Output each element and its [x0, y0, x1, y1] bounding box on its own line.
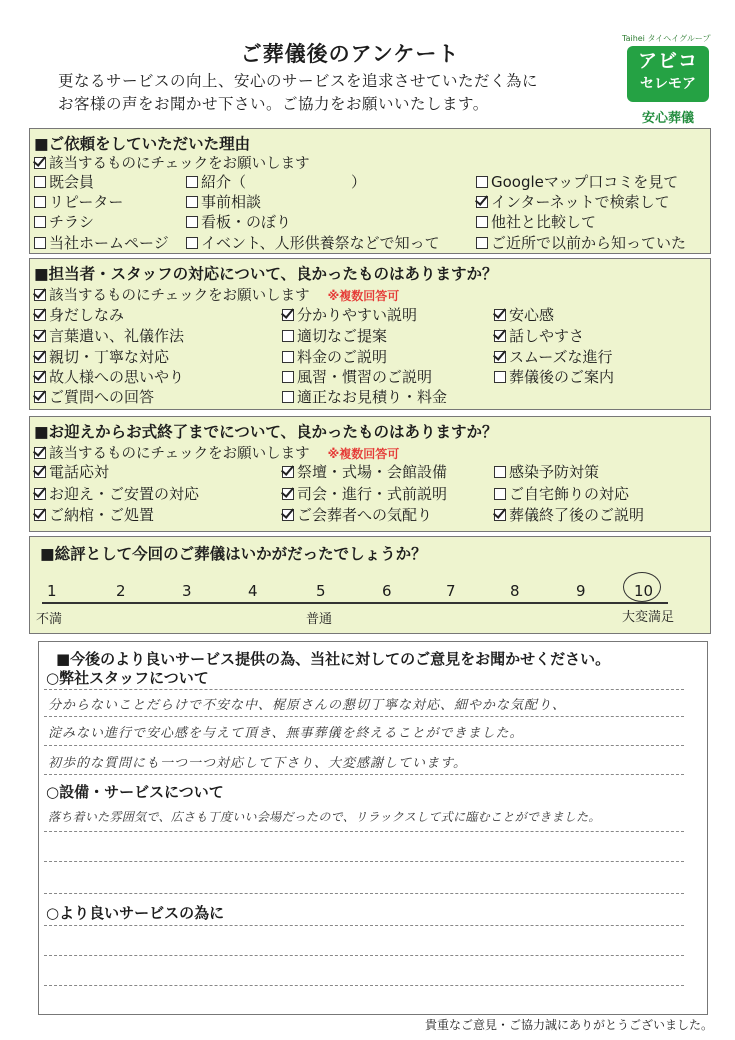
checkbox-label: 司会・進行・式前説明	[297, 485, 448, 503]
footer-thanks: 貴重なご意見・ご協力誠にありがとうございました。	[424, 1018, 713, 1032]
checkbox-label: リピーター	[49, 193, 124, 211]
checkbox[interactable]	[186, 196, 198, 208]
checkbox[interactable]	[494, 466, 506, 478]
checkbox-label: 話しやすさ	[509, 327, 585, 345]
checkbox-label: 故人様への思いやり	[49, 368, 185, 386]
facility-feedback-line-1: 落ち着いた雰囲気で、広さも丁度いい会場だったので、リラックスして式に臨むことができました。	[48, 810, 601, 824]
checkbox-label: お迎え・ご安置の対応	[49, 485, 200, 503]
checkbox[interactable]	[34, 391, 46, 403]
checkbox-label: 葬儀終了後のご説明	[509, 506, 645, 524]
checkbox-item[interactable]	[34, 191, 123, 212]
checkbox[interactable]	[282, 391, 294, 403]
rating-option[interactable]: 4	[248, 582, 258, 600]
checkbox-label: 紹介（ ）	[201, 173, 367, 191]
checkbox-label: 感染予防対策	[509, 463, 600, 481]
checkbox-item[interactable]	[282, 346, 387, 367]
scale-label-high: 大変満足	[622, 610, 675, 625]
checkbox[interactable]	[282, 509, 294, 521]
check-icon	[34, 157, 46, 169]
checkbox-label: ご自宅飾りの対応	[509, 485, 630, 503]
checkbox-item[interactable]	[494, 366, 614, 387]
answer-line	[44, 861, 684, 862]
logo	[627, 46, 709, 102]
checkbox-item[interactable]	[186, 191, 261, 212]
checkbox-label: 身だしなみ	[49, 306, 125, 324]
ceremony-heading: ■お迎えからお式終了までについて、良かったものはありますか？	[34, 423, 498, 441]
checkbox[interactable]	[494, 330, 506, 342]
checkbox-item[interactable]	[34, 504, 154, 525]
checkbox-item[interactable]	[34, 483, 199, 504]
answer-line	[44, 985, 684, 986]
checkbox[interactable]	[494, 309, 506, 321]
checkbox[interactable]	[34, 509, 46, 521]
checkbox[interactable]	[282, 330, 294, 342]
rating-option[interactable]: 9	[576, 582, 586, 600]
staff-heading: ■担当者・スタッフの対応について、良かったものはありますか？	[34, 265, 498, 283]
staff-feedback-line-3: 初歩的な質問にも一つ一つ対応して下さり、大変感謝しています。	[48, 756, 467, 771]
checkbox[interactable]	[476, 237, 488, 249]
check-icon	[34, 289, 46, 301]
reason-section	[29, 128, 711, 254]
rating-option[interactable]: 3	[182, 582, 192, 600]
checkbox[interactable]	[186, 176, 198, 188]
logo-line-1: アビコ	[637, 50, 698, 72]
checkbox-item[interactable]	[186, 171, 366, 192]
logo-line-2: セレモア	[640, 76, 696, 92]
logo-subtitle: 安心葬儀	[641, 111, 694, 126]
checkbox-item[interactable]	[476, 191, 670, 212]
checkbox-label: 他社と比較して	[491, 213, 597, 231]
checkbox[interactable]	[34, 176, 46, 188]
checkbox-label: 看板・のぼり	[201, 213, 292, 231]
checkbox[interactable]	[34, 216, 46, 228]
checkbox-label: スムーズな進行	[509, 348, 613, 366]
checkbox-item[interactable]	[476, 232, 686, 253]
overall-section	[29, 536, 711, 634]
checkbox-label: 既会員	[49, 173, 95, 191]
checkbox-item[interactable]	[34, 325, 184, 346]
rating-option[interactable]: 5	[316, 582, 326, 600]
checkbox-item[interactable]	[494, 504, 644, 525]
checkbox[interactable]	[476, 216, 488, 228]
checkbox[interactable]	[186, 237, 198, 249]
checkbox[interactable]	[282, 309, 294, 321]
checkbox-label: 電話応対	[49, 463, 110, 481]
rating-option[interactable]: 6	[382, 582, 392, 600]
checkbox-label: ご会葬者への気配り	[297, 506, 433, 524]
answer-line	[44, 745, 684, 746]
staff-section	[29, 258, 711, 410]
check-icon	[34, 447, 46, 459]
checkbox-item[interactable]	[494, 304, 554, 325]
checkbox-label: 分かりやすい説明	[297, 306, 418, 324]
checkbox-item[interactable]	[476, 211, 596, 232]
checkbox[interactable]	[34, 371, 46, 383]
selected-rating-circle	[623, 572, 661, 602]
checkbox[interactable]	[282, 466, 294, 478]
checkbox-item[interactable]	[34, 366, 184, 387]
answer-line	[44, 689, 684, 690]
staff-feedback-line-2: 淀みない進行で安心感を与えて頂き、無事葬儀を終えることができました。	[48, 726, 524, 741]
improvement-heading: ○より良いサービスの為に	[46, 904, 225, 922]
reason-instruction: 該当するものにチェックをお願いします	[34, 152, 310, 173]
checkbox-item[interactable]	[282, 304, 417, 325]
checkbox[interactable]	[186, 216, 198, 228]
answer-line	[44, 831, 684, 832]
intro-line-2: お客様の声をお聞かせ下さい。ご協力をお願いいたします。	[58, 95, 489, 113]
checkbox-item[interactable]	[282, 366, 432, 387]
ceremony-instruction: 該当するものにチェックをお願いします ※複数回答可	[34, 442, 399, 463]
checkbox-label: 料金のご説明	[297, 348, 388, 366]
rating-option[interactable]: 1	[47, 582, 57, 600]
intro-text	[58, 70, 538, 116]
reason-heading: ■ご依頼をしていただいた理由	[34, 135, 251, 153]
checkbox-item[interactable]	[282, 504, 432, 525]
checkbox-label: ご納棺・ご処置	[49, 506, 155, 524]
checkbox[interactable]	[282, 488, 294, 500]
answer-line	[44, 893, 684, 894]
checkbox-item[interactable]	[34, 171, 94, 192]
checkbox[interactable]	[34, 330, 46, 342]
answer-line	[44, 955, 684, 956]
checkbox[interactable]	[494, 351, 506, 363]
checkbox-label: 言葉遣い、礼儀作法	[49, 327, 185, 345]
checkbox-label: 適正なお見積り・料金	[297, 388, 448, 406]
staff-instruction: 該当するものにチェックをお願いします ※複数回答可	[34, 284, 399, 305]
staff-feedback-line-1: 分からないことだらけで不安な中、梶原さんの懇切丁寧な対応、細やかな気配り、	[48, 698, 567, 713]
checkbox-item[interactable]	[34, 232, 169, 253]
checkbox-label: 風習・慣習のご説明	[297, 368, 433, 386]
checkbox-item[interactable]	[282, 483, 447, 504]
checkbox[interactable]	[282, 371, 294, 383]
brand-group-label: Taihei タイヘイグループ	[622, 34, 711, 43]
rating-option[interactable]: 10	[634, 582, 654, 600]
checkbox-label: 安心感	[509, 306, 555, 324]
checkbox[interactable]	[476, 176, 488, 188]
rating-option[interactable]: 8	[510, 582, 520, 600]
checkbox-label: イベント、人形供養祭などで知って	[201, 234, 440, 252]
checkbox[interactable]	[34, 196, 46, 208]
checkbox[interactable]	[494, 509, 506, 521]
ceremony-section	[29, 416, 711, 532]
checkbox-item[interactable]	[494, 346, 613, 367]
checkbox-item[interactable]	[186, 232, 440, 253]
checkbox-label: 親切・丁寧な対応	[49, 348, 170, 366]
checkbox-item[interactable]	[34, 346, 169, 367]
multiple-answer-note: ※複数回答可	[327, 447, 400, 461]
checkbox[interactable]	[34, 237, 46, 249]
rating-option[interactable]: 2	[116, 582, 126, 600]
checkbox-item[interactable]	[34, 461, 109, 482]
opinion-heading: ■今後のより良いサービス提供の為、当社に対してのご意見をお聞かせください。	[56, 650, 611, 668]
checkbox-item[interactable]	[186, 211, 291, 232]
checkbox[interactable]	[34, 351, 46, 363]
checkbox-label: ご近所で以前から知っていた	[491, 234, 687, 252]
checkbox-label: チラシ	[49, 213, 95, 231]
staff-feedback-heading: ○弊社スタッフについて	[46, 669, 209, 687]
checkbox[interactable]	[34, 309, 46, 321]
checkbox[interactable]	[34, 488, 46, 500]
checkbox-label: 事前相談	[201, 193, 262, 211]
checkbox-item[interactable]	[282, 325, 387, 346]
answer-line	[44, 716, 684, 717]
checkbox-item[interactable]	[282, 461, 447, 482]
checkbox[interactable]	[476, 196, 488, 208]
checkbox-item[interactable]	[34, 386, 154, 407]
rating-scale-line	[42, 602, 668, 604]
checkbox-item[interactable]	[494, 483, 629, 504]
checkbox[interactable]	[282, 351, 294, 363]
checkbox-label: 葬儀後のご案内	[509, 368, 615, 386]
checkbox-label: ご質問への回答	[49, 388, 155, 406]
checkbox[interactable]	[494, 371, 506, 383]
checkbox[interactable]	[494, 488, 506, 500]
intro-line-1: 更なるサービスの向上、安心のサービスを追求させていただく為に	[58, 72, 539, 90]
checkbox-item[interactable]	[476, 171, 678, 192]
checkbox-item[interactable]	[34, 304, 124, 325]
scale-label-mid: 普通	[306, 612, 333, 627]
answer-line	[44, 925, 684, 926]
checkbox-label: インターネットで検索して	[491, 193, 670, 211]
answer-line	[44, 774, 684, 775]
page-title: ご葬儀後のアンケート	[240, 42, 460, 66]
checkbox-item[interactable]	[494, 325, 584, 346]
checkbox-item[interactable]	[282, 386, 447, 407]
checkbox-label: 祭壇・式場・会館設備	[297, 463, 448, 481]
rating-option[interactable]: 7	[446, 582, 456, 600]
scale-label-low: 不満	[36, 612, 63, 627]
overall-heading: ■総評として今回のご葬儀はいかがだったでしょうか？	[40, 545, 427, 563]
checkbox-item[interactable]	[494, 461, 599, 482]
checkbox-label: 当社ホームページ	[49, 234, 169, 252]
multiple-answer-note: ※複数回答可	[327, 289, 400, 303]
checkbox-label: Googleマップ口コミを見て	[491, 173, 679, 191]
checkbox-label: 適切なご提案	[297, 327, 388, 345]
checkbox[interactable]	[34, 466, 46, 478]
facility-feedback-heading: ○設備・サービスについて	[46, 783, 224, 801]
checkbox-item[interactable]	[34, 211, 94, 232]
